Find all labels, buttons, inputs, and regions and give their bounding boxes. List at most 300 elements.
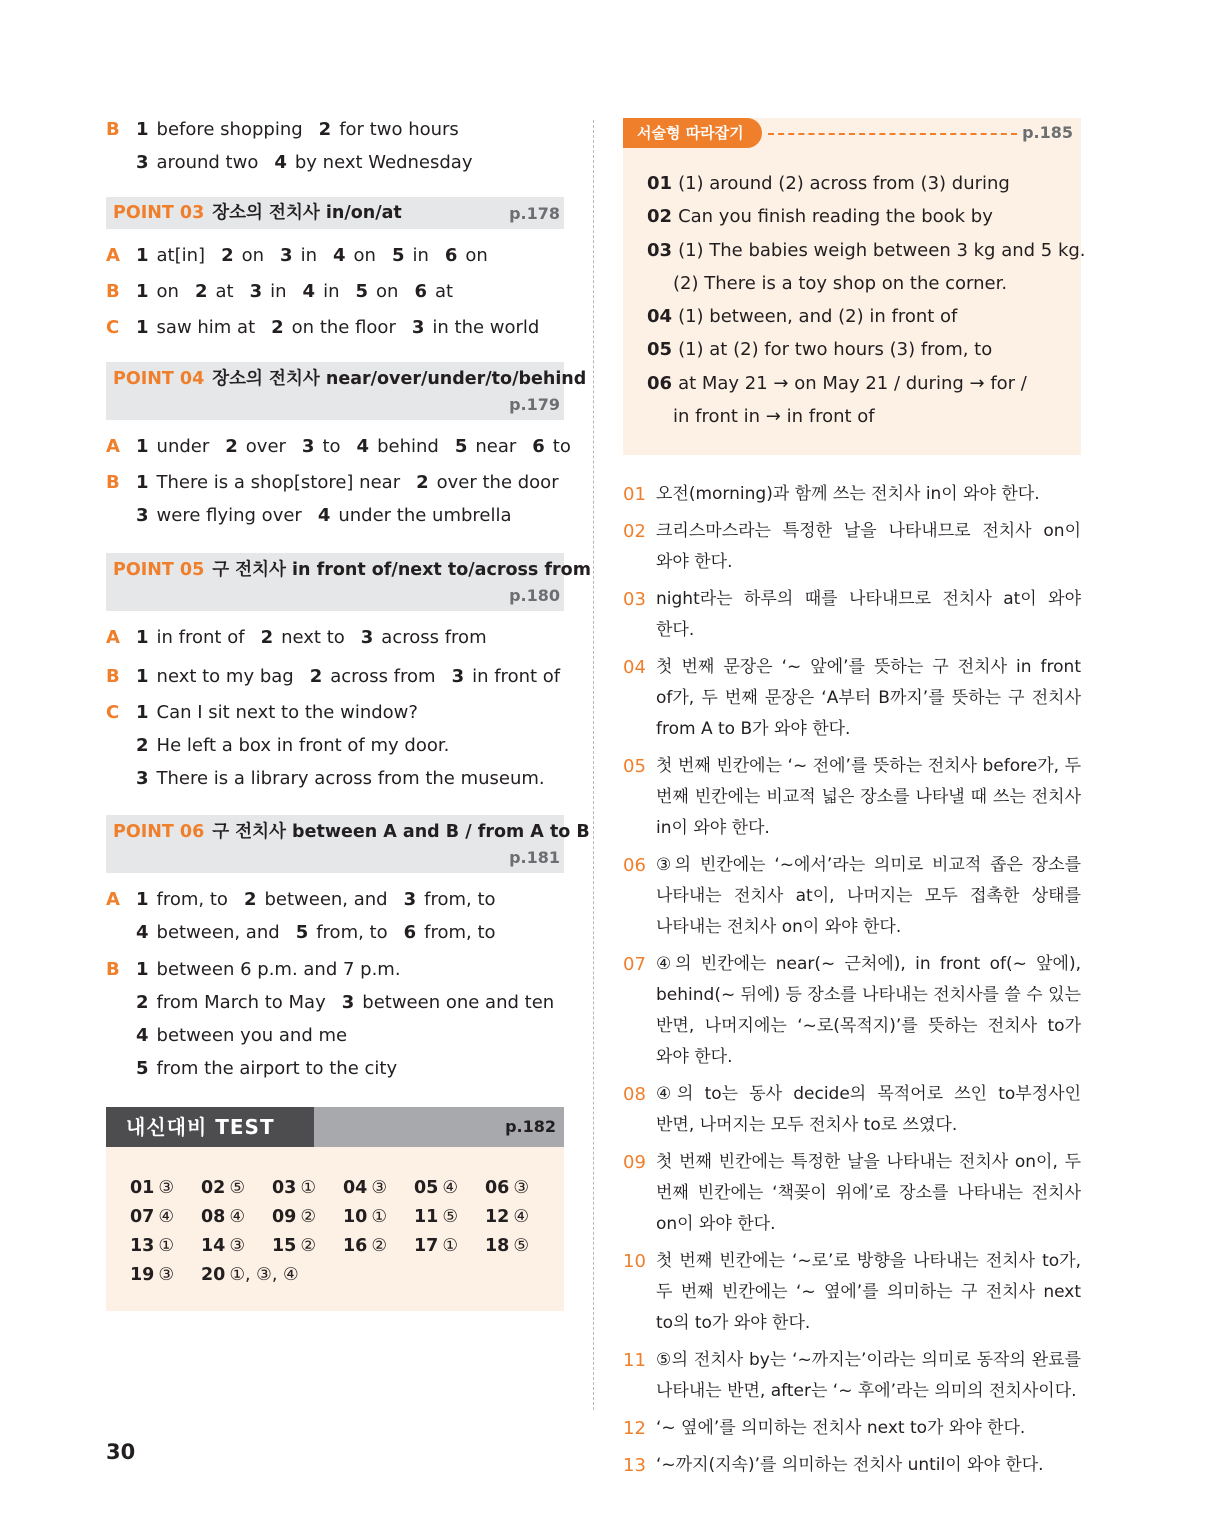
question-number: 02 bbox=[647, 206, 673, 228]
answer-item bbox=[225, 436, 286, 457]
answer-row-c-2 bbox=[106, 729, 564, 762]
item-number: 3 bbox=[136, 505, 149, 526]
left-column bbox=[106, 113, 591, 1311]
answer-row-b-top bbox=[106, 113, 564, 146]
item-number: 2 bbox=[243, 889, 257, 910]
item-text: There is a shop[store] near bbox=[156, 472, 401, 493]
explanation-number: 12 bbox=[623, 1418, 646, 1440]
item-number: 1 bbox=[136, 119, 149, 140]
answer-row-b-2 bbox=[106, 986, 564, 1019]
item-number: 6 bbox=[532, 436, 545, 457]
point05-header bbox=[106, 553, 591, 611]
item-text: in front of bbox=[472, 666, 561, 687]
answer-items bbox=[136, 762, 561, 795]
answer-item bbox=[445, 245, 488, 266]
item-text: between 6 p.m. and 7 p.m. bbox=[156, 959, 401, 980]
answer-item bbox=[318, 505, 512, 526]
answer-item bbox=[333, 245, 376, 266]
question-number: 02 bbox=[201, 1178, 226, 1198]
answer-items bbox=[136, 1019, 363, 1052]
exercise-answer-line bbox=[647, 400, 1081, 433]
answer-item bbox=[221, 245, 264, 266]
item-text: under the umbrella bbox=[338, 505, 512, 526]
answer-items bbox=[136, 113, 475, 146]
explanation-number: 02 bbox=[623, 521, 646, 543]
answer-item bbox=[302, 436, 341, 457]
item-number: 4 bbox=[274, 152, 287, 173]
item-number: 1 bbox=[136, 627, 149, 648]
answer-choice: ⑤ bbox=[513, 1236, 530, 1256]
item-number: 2 bbox=[194, 281, 208, 302]
exercise-answer-line bbox=[647, 200, 1081, 233]
item-number: 5 bbox=[136, 1058, 149, 1079]
answer-items bbox=[136, 311, 555, 344]
item-text: were flying over bbox=[156, 505, 302, 526]
answer-choice: ③ bbox=[158, 1178, 175, 1198]
explanation-item bbox=[623, 652, 1081, 745]
test-answer bbox=[201, 1206, 272, 1229]
answer-item bbox=[195, 281, 234, 302]
item-text: from, to bbox=[424, 922, 496, 943]
item-number: 1 bbox=[136, 281, 149, 302]
answer-row-a bbox=[106, 239, 564, 272]
answer-items bbox=[136, 916, 512, 949]
answer-item bbox=[455, 436, 516, 457]
row-label: A bbox=[106, 889, 120, 910]
explanation-item bbox=[623, 850, 1081, 943]
explanation-number: 05 bbox=[623, 756, 646, 778]
exercise-answer-line bbox=[647, 234, 1086, 267]
item-number: 2 bbox=[136, 735, 149, 756]
explanation-number: 07 bbox=[623, 954, 646, 976]
question-number: 01 bbox=[130, 1178, 155, 1198]
test-answer-grid bbox=[130, 1177, 564, 1287]
explanation-text: ‘~까지(지속)’를 의미하는 전치사 until이 와야 한다. bbox=[656, 1455, 1044, 1476]
exercise-title: 서술형 따라잡기 bbox=[623, 118, 762, 148]
item-number: 1 bbox=[136, 245, 149, 266]
row-label: C bbox=[106, 317, 120, 338]
test-answer bbox=[343, 1206, 414, 1229]
explanation-number: 06 bbox=[623, 855, 646, 877]
item-text: on bbox=[353, 245, 376, 266]
page-reference: p.181 bbox=[509, 848, 560, 867]
explanation-number: 10 bbox=[623, 1251, 646, 1273]
explanation-text: ③의 빈칸에는 ‘~에서’라는 의미로 비교적 좁은 장소를 나타내는 전치사 at이, 나머지는 모두 접촉한 상태를 나타내는 전치사 on이 와야 한다. bbox=[656, 855, 1081, 938]
answer-item bbox=[412, 317, 540, 338]
item-number: 2 bbox=[271, 317, 284, 338]
answer-items bbox=[136, 621, 503, 654]
explanation-item bbox=[623, 1147, 1081, 1240]
answer-item bbox=[296, 922, 388, 943]
answer-row-b bbox=[106, 466, 564, 499]
question-number: 04 bbox=[647, 306, 673, 328]
answer-item bbox=[136, 768, 545, 789]
item-text: between one and ten bbox=[362, 992, 555, 1013]
item-number: 3 bbox=[411, 317, 425, 338]
answer-text: (1) The babies weigh between 3 kg and 5 kg. bbox=[678, 239, 1086, 261]
answer-item bbox=[136, 702, 418, 723]
test-answer bbox=[201, 1264, 343, 1287]
answer-item bbox=[532, 436, 571, 457]
item-text: on bbox=[376, 281, 399, 302]
point-title: 장소의 전치사 near/over/under/to/behind bbox=[212, 369, 587, 389]
item-number: 3 bbox=[301, 436, 315, 457]
answer-item bbox=[280, 245, 317, 266]
test-answer bbox=[201, 1235, 272, 1258]
answer-row-a bbox=[106, 883, 564, 916]
item-number: 1 bbox=[136, 702, 149, 723]
exercise-answer-line bbox=[647, 367, 1081, 400]
row-label: B bbox=[106, 959, 120, 980]
question-number: 08 bbox=[201, 1207, 226, 1227]
row-label: C bbox=[106, 702, 120, 723]
exercise-answer-line bbox=[647, 267, 1081, 300]
item-text: on bbox=[156, 281, 179, 302]
test-answer bbox=[485, 1206, 556, 1229]
answer-items bbox=[136, 696, 434, 729]
answer-item bbox=[136, 152, 258, 173]
item-text: There is a library across from the museum. bbox=[156, 768, 545, 789]
exercise-answer-line bbox=[647, 333, 1081, 366]
explanation-number: 08 bbox=[623, 1084, 646, 1106]
item-text: on bbox=[465, 245, 488, 266]
item-text: on the floor bbox=[291, 317, 396, 338]
row-label: B bbox=[106, 472, 120, 493]
row-label: B bbox=[106, 281, 120, 302]
point06-header bbox=[106, 815, 590, 873]
answer-item bbox=[274, 152, 472, 173]
answer-choice: ② bbox=[300, 1207, 317, 1227]
answer-items bbox=[136, 883, 512, 916]
point-title: 구 전치사 in front of/next to/across from bbox=[212, 560, 591, 580]
test-answer bbox=[343, 1235, 414, 1258]
explanation-text: 첫 번째 빈칸에는 ‘~ 전에’를 뜻하는 전치사 before가, 두 번째 빈칸에는 비교적 넓은 장소를 나타낼 때 쓰는 전치사 in이 와야 한다. bbox=[656, 756, 1081, 839]
answer-item bbox=[319, 119, 459, 140]
explanation-text: 첫 번째 빈칸에는 특정한 날을 나타내는 전치사 on이, 두 번째 빈칸에는 ‘책꽂이 위에’로 장소를 나타내는 전치사 on이 와야 한다. bbox=[656, 1152, 1081, 1235]
item-number: 5 bbox=[454, 436, 468, 457]
answer-items bbox=[136, 660, 576, 693]
answer-item bbox=[136, 472, 400, 493]
answer-item bbox=[250, 281, 287, 302]
item-number: 5 bbox=[355, 281, 369, 302]
question-number: 06 bbox=[647, 372, 673, 394]
item-number: 3 bbox=[280, 245, 293, 266]
item-number: 1 bbox=[136, 666, 149, 687]
exercise-answer-line bbox=[647, 300, 1081, 333]
dashed-rule bbox=[768, 133, 1017, 135]
answer-choice: ③ bbox=[158, 1265, 175, 1285]
row-label: B bbox=[106, 119, 120, 140]
answer-item bbox=[136, 1058, 397, 1079]
answer-item bbox=[136, 317, 255, 338]
answer-choice: ② bbox=[371, 1236, 388, 1256]
explanation-number: 11 bbox=[623, 1350, 646, 1372]
test-answer bbox=[130, 1235, 201, 1258]
point-number: POINT 06 bbox=[113, 822, 205, 842]
answer-items bbox=[136, 430, 587, 463]
item-text: in bbox=[323, 281, 340, 302]
item-text: at bbox=[434, 281, 454, 302]
answer-choice: ③ bbox=[513, 1178, 530, 1198]
question-number: 10 bbox=[343, 1207, 368, 1227]
answer-choice: ① bbox=[371, 1207, 388, 1227]
item-text: over bbox=[245, 436, 286, 457]
item-number: 2 bbox=[136, 992, 149, 1013]
question-number: 20 bbox=[201, 1265, 226, 1285]
question-number: 11 bbox=[414, 1207, 439, 1227]
answer-items bbox=[136, 466, 575, 499]
item-text: around two bbox=[156, 152, 259, 173]
answer-item bbox=[136, 666, 294, 687]
explanation-number: 04 bbox=[623, 657, 646, 679]
answer-item bbox=[303, 281, 340, 302]
answer-choice: ④ bbox=[158, 1207, 175, 1227]
item-text: from, to bbox=[424, 889, 496, 910]
answer-choice: ⑤ bbox=[229, 1178, 246, 1198]
item-number: 3 bbox=[341, 992, 355, 1013]
item-number: 1 bbox=[136, 317, 149, 338]
question-number: 01 bbox=[647, 173, 673, 194]
row-label: A bbox=[106, 436, 120, 457]
test-answer bbox=[414, 1206, 485, 1229]
item-text: under bbox=[156, 436, 210, 457]
answer-choice: ①, ③, ④ bbox=[229, 1265, 299, 1285]
answer-item bbox=[136, 505, 302, 526]
test-answer bbox=[130, 1206, 201, 1229]
question-number: 06 bbox=[485, 1178, 510, 1198]
test-answer bbox=[272, 1235, 343, 1258]
item-text: to bbox=[322, 436, 341, 457]
item-text: behind bbox=[377, 436, 439, 457]
question-number: 19 bbox=[130, 1265, 155, 1285]
answer-text: in front in → in front of bbox=[673, 406, 875, 428]
question-number: 16 bbox=[343, 1236, 368, 1256]
answer-items bbox=[136, 146, 488, 179]
page-reference: p.178 bbox=[509, 204, 560, 223]
item-number: 6 bbox=[444, 245, 458, 266]
test-answer bbox=[414, 1177, 485, 1200]
item-number: 3 bbox=[451, 666, 465, 687]
answer-item bbox=[355, 281, 398, 302]
answer-choice: ④ bbox=[513, 1207, 530, 1227]
test-answer-box bbox=[106, 1147, 564, 1311]
explanation-item bbox=[623, 1345, 1081, 1407]
item-text: Can I sit next to the window? bbox=[156, 702, 418, 723]
answer-item bbox=[136, 959, 401, 980]
item-text: from March to May bbox=[156, 992, 326, 1013]
answer-items bbox=[136, 275, 469, 308]
question-number: 03 bbox=[272, 1178, 297, 1198]
answer-row-b bbox=[106, 275, 564, 308]
answer-items bbox=[136, 1052, 413, 1085]
point-number: POINT 05 bbox=[113, 560, 205, 580]
item-text: between, and bbox=[264, 889, 388, 910]
answer-item bbox=[244, 889, 388, 910]
answer-item bbox=[416, 472, 559, 493]
answer-text: (1) at (2) for two hours (3) from, to bbox=[678, 339, 993, 361]
test-answer bbox=[130, 1264, 201, 1287]
test-answer bbox=[272, 1177, 343, 1200]
answer-row-b-3 bbox=[106, 1019, 564, 1052]
explanation-item bbox=[623, 1079, 1081, 1141]
answer-item bbox=[136, 922, 280, 943]
answer-choice: ② bbox=[300, 1236, 317, 1256]
explanation-item bbox=[623, 949, 1081, 1073]
item-text: next to bbox=[281, 627, 345, 648]
item-number: 3 bbox=[403, 889, 417, 910]
question-number: 18 bbox=[485, 1236, 510, 1256]
item-number: 1 bbox=[136, 889, 149, 910]
question-number: 14 bbox=[201, 1236, 226, 1256]
answer-choice: ① bbox=[158, 1236, 175, 1256]
answer-choice: ⑤ bbox=[442, 1207, 459, 1227]
test-header bbox=[106, 1107, 564, 1147]
explanation-text: ④의 빈칸에는 near(~ 근처에), in front of(~ 앞에), behind(~ 뒤에) 등 장소를 나타내는 전치사를 쓸 수 있는 반면, 나머지에는 ‘~로(목적지)’를 뜻하는 전치사 to가 와야 한다. bbox=[656, 954, 1081, 1068]
item-number: 3 bbox=[136, 152, 149, 173]
item-text: in bbox=[270, 281, 287, 302]
row-label: A bbox=[106, 627, 120, 648]
question-number: 03 bbox=[647, 239, 673, 261]
item-number: 4 bbox=[332, 245, 346, 266]
question-number: 04 bbox=[343, 1178, 368, 1198]
test-answer bbox=[130, 1177, 201, 1200]
answer-text: (1) between, and (2) in front of bbox=[678, 306, 958, 328]
test-answer bbox=[414, 1235, 485, 1258]
point-number: POINT 04 bbox=[113, 369, 205, 389]
exercise-answer-line bbox=[647, 167, 1081, 200]
right-column bbox=[623, 118, 1086, 1487]
answer-row-c bbox=[106, 696, 564, 729]
item-number: 1 bbox=[136, 436, 149, 457]
item-number: 5 bbox=[295, 922, 309, 943]
question-number: 05 bbox=[647, 339, 673, 361]
item-number: 4 bbox=[302, 281, 316, 302]
answer-row-b bbox=[106, 953, 564, 986]
item-number: 1 bbox=[136, 472, 149, 493]
item-number: 2 bbox=[221, 245, 234, 266]
item-text: in bbox=[412, 245, 429, 266]
answer-item bbox=[136, 245, 205, 266]
item-text: next to my bag bbox=[156, 666, 294, 687]
item-text: between, and bbox=[156, 922, 280, 943]
answer-item bbox=[310, 666, 436, 687]
explanation-text: ‘~ 옆에’를 의미하는 전치사 next to가 와야 한다. bbox=[656, 1418, 1026, 1439]
item-number: 2 bbox=[318, 119, 332, 140]
item-number: 2 bbox=[225, 436, 238, 457]
answer-choice: ① bbox=[300, 1178, 317, 1198]
answer-items bbox=[136, 729, 465, 762]
question-number: 05 bbox=[414, 1178, 439, 1198]
explanation-number: 03 bbox=[623, 589, 646, 611]
answer-item bbox=[136, 992, 326, 1013]
answer-row-b-2 bbox=[106, 499, 564, 532]
question-number: 13 bbox=[130, 1236, 155, 1256]
answer-items bbox=[136, 986, 570, 1019]
page-reference: p.185 bbox=[1022, 123, 1073, 142]
item-number: 2 bbox=[416, 472, 429, 493]
explanation-item bbox=[623, 1450, 1081, 1481]
answer-item bbox=[136, 735, 449, 756]
answer-item bbox=[342, 992, 554, 1013]
test-title: 내신대비 TEST bbox=[106, 1107, 314, 1147]
explanation-text: 첫 번째 빈칸에는 ‘~로’로 방향을 나타내는 전치사 to가, 두 번째 빈칸에는 ‘~ 옆에’를 의미하는 구 전치사 next to의 to가 와야 한다. bbox=[656, 1251, 1081, 1334]
test-answer bbox=[343, 1177, 414, 1200]
item-number: 2 bbox=[309, 666, 323, 687]
page-reference: p.179 bbox=[509, 395, 560, 414]
item-text: between you and me bbox=[156, 1025, 348, 1046]
answer-row-a bbox=[106, 621, 564, 654]
item-text: by next Wednesday bbox=[294, 152, 473, 173]
item-text: from the airport to the city bbox=[156, 1058, 398, 1079]
answer-item bbox=[392, 245, 429, 266]
item-text: at bbox=[215, 281, 234, 302]
item-text: in front of bbox=[156, 627, 245, 648]
answer-item bbox=[414, 281, 453, 302]
item-text: on bbox=[241, 245, 265, 266]
test-answer bbox=[485, 1235, 556, 1258]
page-number: 30 bbox=[106, 1440, 136, 1464]
item-number: 6 bbox=[414, 281, 427, 302]
item-text: for two hours bbox=[339, 119, 459, 140]
item-number: 3 bbox=[360, 627, 374, 648]
answer-row-b-4 bbox=[106, 1052, 564, 1085]
answer-item bbox=[136, 1025, 347, 1046]
item-text: in the world bbox=[432, 317, 540, 338]
question-number: 12 bbox=[485, 1207, 510, 1227]
answer-text: (1) around (2) across from (3) during bbox=[678, 173, 1010, 194]
answer-choice: ④ bbox=[442, 1178, 459, 1198]
item-text: across from bbox=[381, 627, 487, 648]
answer-choice: ③ bbox=[371, 1178, 388, 1198]
column-divider bbox=[593, 120, 594, 1410]
answer-row-b bbox=[106, 660, 564, 693]
question-number: 17 bbox=[414, 1236, 439, 1256]
answer-text: at May 21 → on May 21 / during → for / bbox=[678, 372, 1027, 394]
item-text: from, to bbox=[156, 889, 228, 910]
question-number: 07 bbox=[130, 1207, 155, 1227]
explanation-item bbox=[623, 1413, 1081, 1444]
explanation-item bbox=[623, 751, 1081, 844]
point-title: 장소의 전치사 in/on/at bbox=[212, 203, 402, 223]
item-number: 4 bbox=[136, 1025, 149, 1046]
answer-item bbox=[136, 889, 228, 910]
point04-header bbox=[106, 362, 587, 420]
explanation-number: 09 bbox=[623, 1152, 646, 1174]
test-answer bbox=[272, 1206, 343, 1229]
exercise-answers bbox=[623, 148, 1086, 433]
explanation-text: ④의 to는 동사 decide의 목적어로 쓰인 to부정사인 반면, 나머지는 모두 전치사 to로 쓰였다. bbox=[656, 1084, 1081, 1136]
item-text: to bbox=[552, 436, 571, 457]
test-answer bbox=[485, 1177, 556, 1200]
page-reference: p.182 bbox=[505, 1117, 556, 1136]
row-label: A bbox=[106, 245, 120, 266]
item-number: 4 bbox=[136, 922, 149, 943]
item-text: from, to bbox=[316, 922, 388, 943]
point-number: POINT 03 bbox=[113, 203, 205, 223]
answer-item bbox=[271, 317, 396, 338]
answer-item bbox=[136, 627, 245, 648]
answer-item bbox=[404, 889, 496, 910]
answer-item bbox=[361, 627, 487, 648]
answer-row-a-2 bbox=[106, 916, 564, 949]
item-text: before shopping bbox=[156, 119, 303, 140]
answer-item bbox=[357, 436, 439, 457]
item-text: saw him at bbox=[156, 317, 256, 338]
answer-row-c-3 bbox=[106, 762, 564, 795]
explanation-item bbox=[623, 1246, 1081, 1339]
answer-text: Can you finish reading the book by bbox=[678, 206, 993, 228]
explanation-text: 첫 번째 문장은 ‘~ 앞에’를 뜻하는 구 전치사 in front of가, 두 번째 문장은 ‘A부터 B까지’를 뜻하는 구 전치사 from A to B가 와야 한다. bbox=[656, 657, 1081, 740]
